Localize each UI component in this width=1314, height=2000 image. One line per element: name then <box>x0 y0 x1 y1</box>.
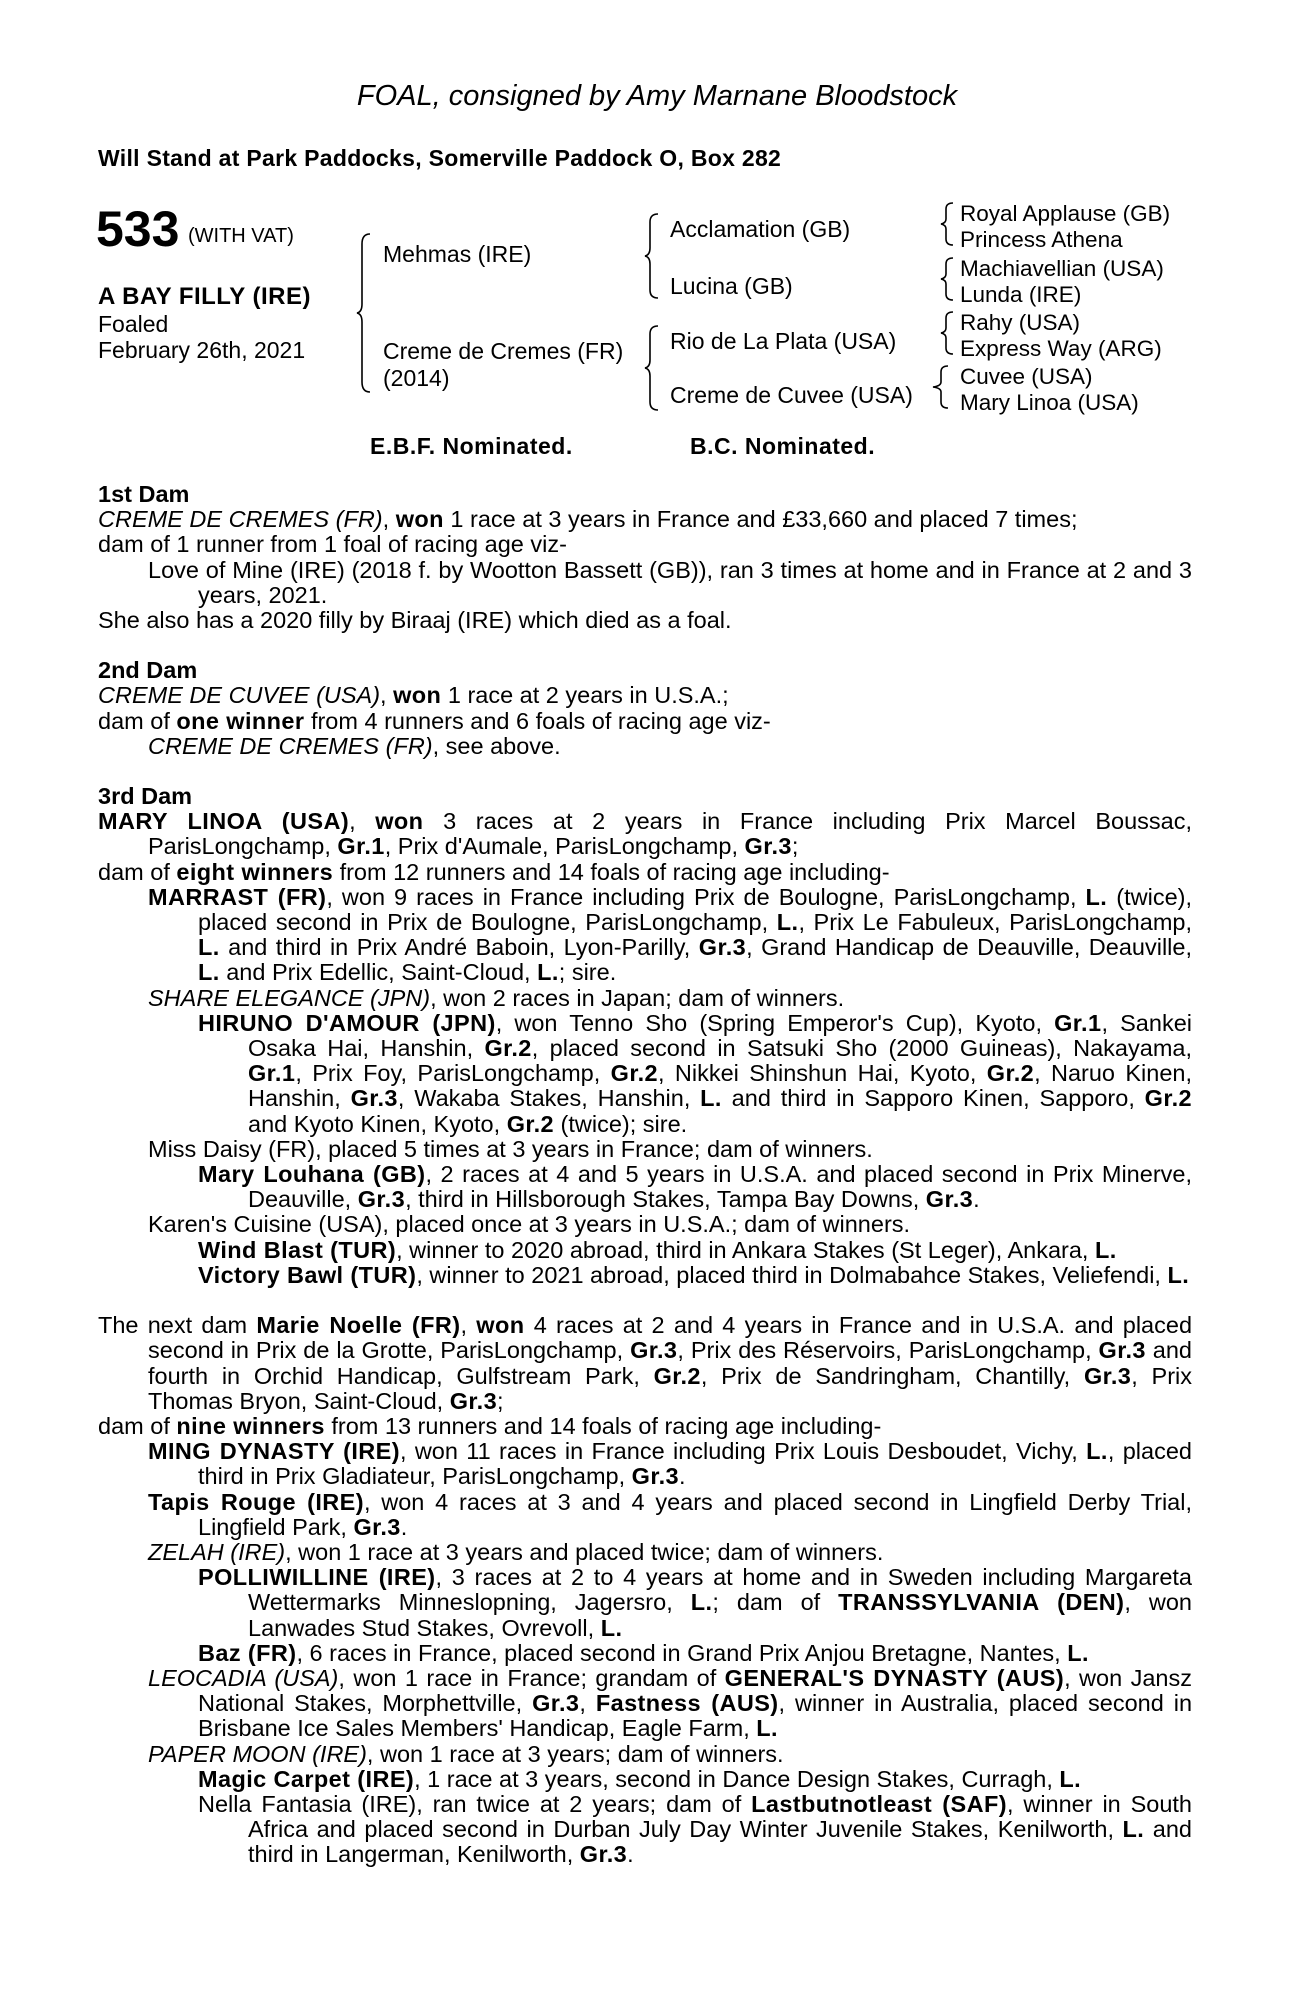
second-dam-heading: 2nd Dam <box>98 657 198 684</box>
foaled-label: Foaled <box>98 311 169 337</box>
pedigree-brace-3 <box>644 324 664 412</box>
produce-paper-moon: PAPER MOON (IRE), won 1 race at 3 years; dam of winners. <box>148 1740 784 1767</box>
produce-mary-louhana: Mary Louhana (GB), 2 races at 4 and 5 years in U.S.A. and placed second in Prix Minerve, Deauville, Gr.3, third in Hillsborough Stakes, Tampa Bay Downs, Gr.3. <box>198 1161 1192 1213</box>
first-dam-produce: dam of 1 runner from 1 foal of racing age viz- <box>98 531 567 558</box>
produce-magic-carpet: Magic Carpet (IRE), 1 race at 3 years, second in Dance Design Stakes, Curragh, L. <box>198 1765 1082 1792</box>
pedigree-gen3-2: Princess Athena <box>960 227 1123 252</box>
pedigree-sire-sire: Acclamation (GB) <box>670 216 851 242</box>
second-dam-foal: CREME DE CREMES (FR), see above. <box>148 732 561 759</box>
pedigree-brace-5 <box>940 256 958 302</box>
first-dam-record: CREME DE CREMES (FR), won 1 race at 3 years in France and £33,660 and placed 7 times; <box>98 506 1078 533</box>
produce-tapis-rouge: Tapis Rouge (IRE), won 4 races at 3 and 4 years and placed second in Lingfield Derby Trial, Lingfield Park, Gr.3. <box>148 1488 1192 1540</box>
produce-ming-dynasty: MING DYNASTY (IRE), won 11 races in France including Prix Louis Desboudet, Vichy, L., placed third in Prix Gladiateur, ParisLongchamp, Gr.3. <box>148 1438 1192 1490</box>
pedigree-brace-4 <box>940 201 958 247</box>
produce-leocadia: LEOCADIA (USA), won 1 race in France; grandam of GENERAL'S DYNASTY (AUS), won Jansz National Stakes, Morphettville, Gr.3, Fastness (AUS), winner in Australia, placed second in Brisbane Ice Sales Members' Handicap, Eagle Farm, L. <box>148 1664 1193 1742</box>
produce-miss-daisy: Miss Daisy (FR), placed 5 times at 3 years in France; dam of winners. <box>148 1135 873 1162</box>
pedigree-dam: Creme de Cremes (FR) <box>383 338 624 364</box>
third-dam-record: MARY LINOA (USA), won 3 races at 2 years in France including Prix Marcel Boussac, ParisLongchamp, Gr.1, Prix d'Aumale, ParisLongchamp, Gr.3; <box>98 808 1192 860</box>
pedigree-brace-2 <box>644 212 664 300</box>
second-dam-record: CREME DE CUVEE (USA), won 1 race at 2 years in U.S.A.; <box>98 682 729 709</box>
pedigree-gen3-5: Rahy (USA) <box>960 310 1081 335</box>
lot-description: A BAY FILLY (IRE) <box>98 283 311 310</box>
produce-polliwilline: POLLIWILLINE (IRE), 3 races at 2 to 4 years at home and in Sweden including Margareta Wettermarks Minneslopning, Jagersro, L.; dam of TRANSSYLVANIA (DEN), won Lanwades Stud Stakes, Ovrevoll, L. <box>198 1564 1192 1641</box>
produce-baz: Baz (FR), 6 races in France, placed second in Grand Prix Anjou Bretagne, Nantes, L. <box>198 1639 1089 1666</box>
pedigree-brace-7 <box>932 364 954 410</box>
lot-number: 533 <box>96 201 180 257</box>
pedigree-gen3-8: Mary Linoa (USA) <box>960 390 1139 415</box>
produce-marrast: MARRAST (FR), won 9 races in France including Prix de Boulogne, ParisLongchamp, L. (twice), placed second in Prix de Boulogne, ParisLongchamp, L., Prix Le Fabuleux, ParisLongchamp, L. and third in Prix André Baboin, Lyon-Parilly, Gr.3, Grand Handicap de Deauville, Deauville, L. and Prix Edellic, Saint-Cloud, L.; sire. <box>148 883 1193 986</box>
pedigree-dam-sire: Rio de La Plata (USA) <box>670 328 897 354</box>
produce-zelah: ZELAH (IRE), won 1 race at 3 years and placed twice; dam of winners. <box>148 1538 884 1565</box>
produce-nella-fantasia: Nella Fantasia (IRE), ran twice at 2 years; dam of Lastbutnotleast (SAF), winner in South Africa and placed second in Durban July Day Winter Juvenile Stakes, Kenilworth, L. and third in Langerman, Kenilworth, Gr.3. <box>198 1790 1192 1868</box>
pedigree-brace-1 <box>356 232 376 394</box>
pedigree-sire-dam: Lucina (GB) <box>670 273 793 299</box>
stand-location: Will Stand at Park Paddocks, Somerville Paddock O, Box 282 <box>98 145 782 171</box>
next-dam-produce: dam of nine winners from 13 runners and 14 foals of racing age including- <box>98 1412 882 1439</box>
produce-hiruno-damour: HIRUNO D'AMOUR (JPN), won Tenno Sho (Spring Emperor's Cup), Kyoto, Gr.1, Sankei Osaka Hai, Hanshin, Gr.2, placed second in Satsuki Sho (2000 Guineas), Nakayama, Gr.1, Prix Foy, ParisLongchamp, Gr.2, Nikkei Shinshun Hai, Kyoto, Gr.2, Naruo Kinen, Hanshin, Gr.3, Wakaba Stakes, Hanshin, L. and third in Sapporo Kinen, Sapporo, Gr.2 and Kyoto Kinen, Kyoto, Gr.2 (twice); sire. <box>198 1009 1193 1137</box>
pedigree-gen3-7: Cuvee (USA) <box>960 364 1093 389</box>
pedigree-brace-6 <box>940 310 958 356</box>
first-dam-foal: Love of Mine (IRE) (2018 f. by Wootton Bassett (GB)), ran 3 times at home and in France at 2 and 3 years, 2021. <box>148 556 1192 608</box>
third-dam-produce: dam of eight winners from 12 runners and 14 foals of racing age including- <box>98 858 890 885</box>
pedigree-gen3-1: Royal Applause (GB) <box>960 201 1171 226</box>
first-dam-heading: 1st Dam <box>98 481 190 507</box>
pedigree-gen3-4: Lunda (IRE) <box>960 282 1082 307</box>
pedigree-dam-dam: Creme de Cuvee (USA) <box>670 382 913 408</box>
catalogue-title: FOAL, consigned by Amy Marnane Bloodstock <box>356 80 958 112</box>
produce-victory-bawl: Victory Bawl (TUR), winner to 2021 abroad, placed third in Dolmabahce Stakes, Veliefendi, L. <box>198 1261 1190 1288</box>
ebf-nominated: E.B.F. Nominated. <box>370 433 573 459</box>
pedigree-dam-year: (2014) <box>383 365 450 391</box>
first-dam-note: She also has a 2020 filly by Biraaj (IRE) which died as a foal. <box>98 607 732 634</box>
pedigree-sire: Mehmas (IRE) <box>383 241 532 267</box>
third-dam-heading: 3rd Dam <box>98 783 193 810</box>
produce-wind-blast: Wind Blast (TUR), winner to 2020 abroad, third in Ankara Stakes (St Leger), Ankara, L. <box>198 1236 1117 1263</box>
foaled-date: February 26th, 2021 <box>98 337 306 363</box>
second-dam-produce: dam of one winner from 4 runners and 6 foals of racing age viz- <box>98 707 771 734</box>
bc-nominated: B.C. Nominated. <box>690 433 876 459</box>
pedigree-gen3-3: Machiavellian (USA) <box>960 256 1164 281</box>
dam-notes <box>98 482 1192 1868</box>
produce-karens-cuisine: Karen's Cuisine (USA), placed once at 3 years in U.S.A.; dam of winners. <box>148 1211 911 1238</box>
next-dam-record: The next dam Marie Noelle (FR), won 4 races at 2 and 4 years in France and in U.S.A. and placed second in Prix de la Grotte, ParisLongchamp, Gr.3, Prix des Réservoirs, ParisLongchamp, Gr.3 and fourth in Orchid Handicap, Gulfstream Park, Gr.2, Prix de Sandringham, Chantilly, Gr.3, Prix Thomas Bryon, Saint-Cloud, Gr.3; <box>98 1312 1193 1414</box>
vat-note: (WITH VAT) <box>188 225 294 247</box>
produce-share-elegance: SHARE ELEGANCE (JPN), won 2 races in Japan; dam of winners. <box>148 984 845 1011</box>
pedigree-gen3-6: Express Way (ARG) <box>960 336 1162 361</box>
